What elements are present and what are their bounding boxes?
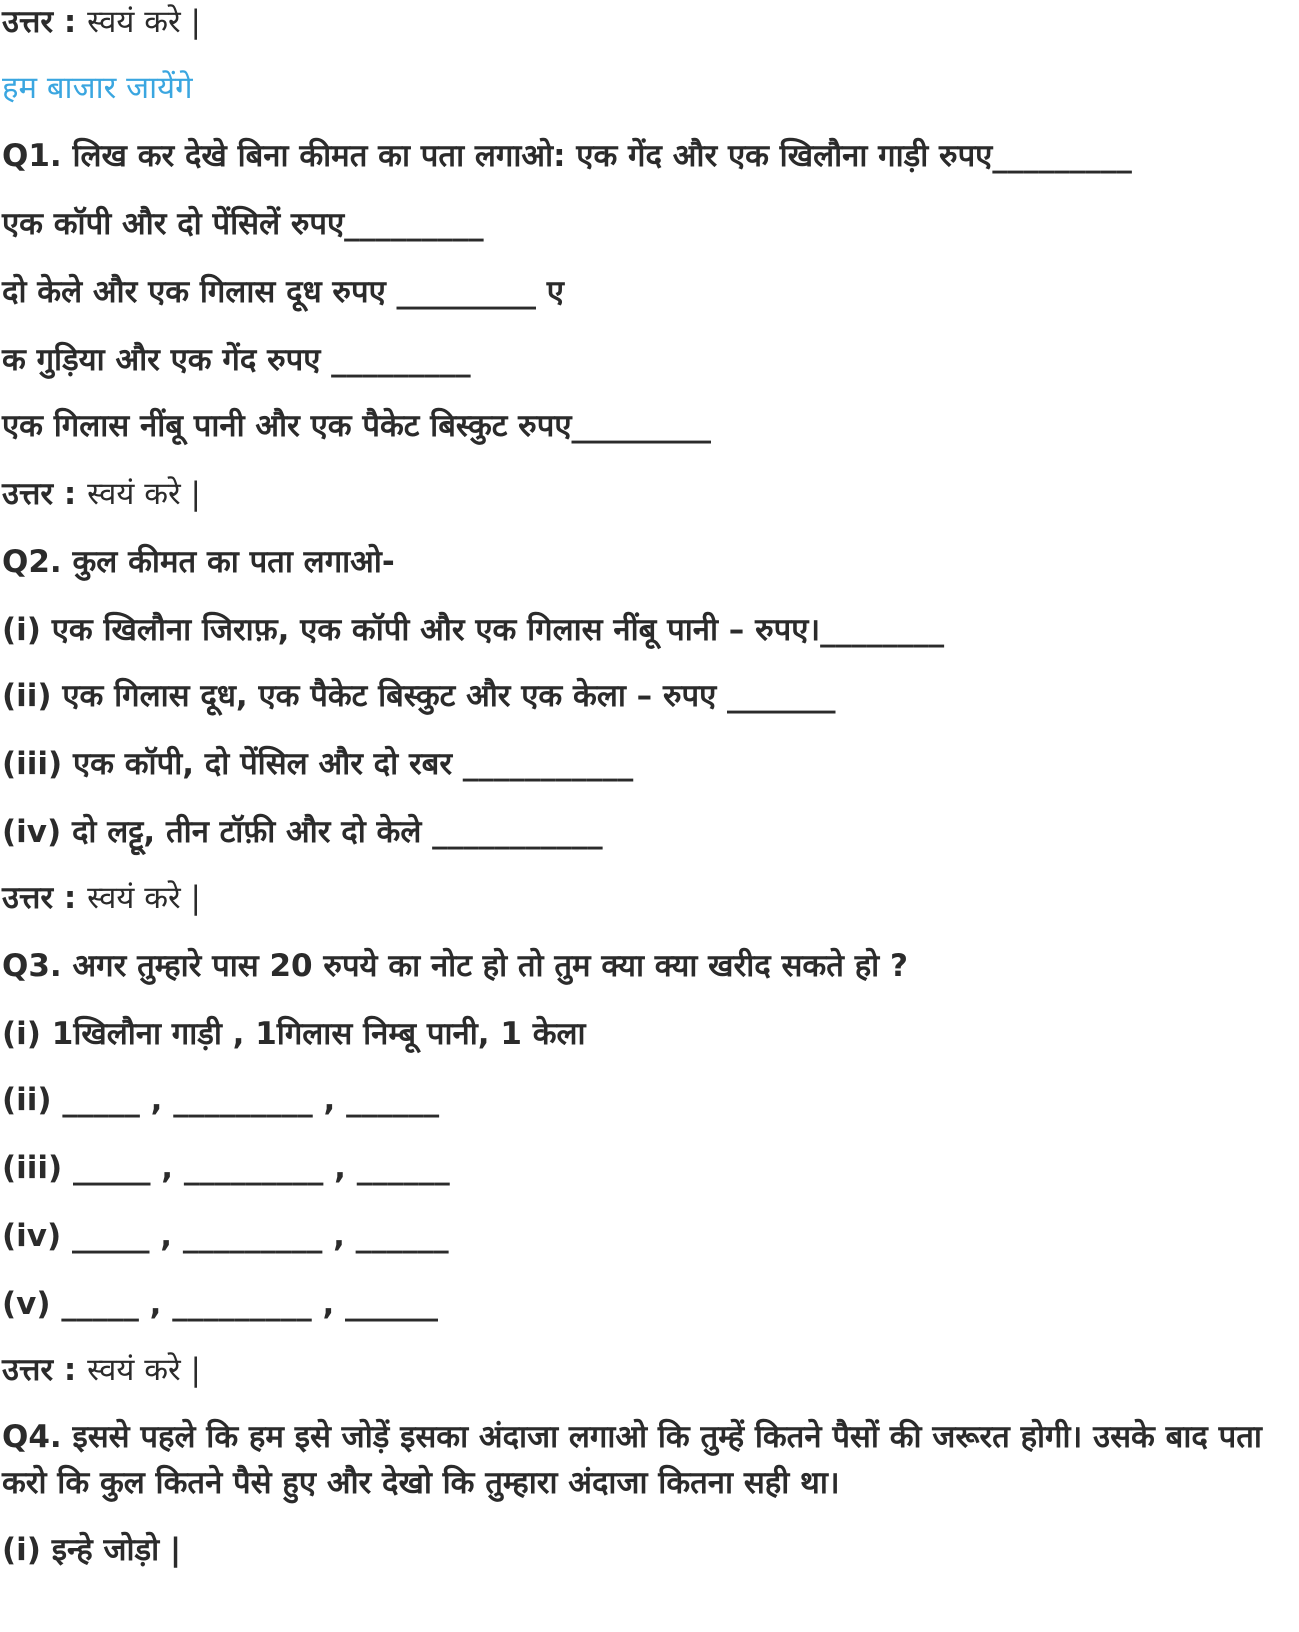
answer-line-2 [2,474,201,514]
answer-line-1 [2,2,201,42]
answer-text: स्वयं करे | [87,476,201,512]
q3-item-1: (i) 1खिलौना गाड़ी , 1गिलास निम्बू पानी, 1 केला [2,1016,586,1052]
q3-title: Q3. अगर तुम्हारे पास 20 रुपये का नोट हो तो तुम क्या क्या खरीद सकते हो ? [2,948,908,984]
q2-title: Q2. कुल कीमत का पता लगाओ- [2,544,395,580]
answer-label: उत्तर : [2,1352,77,1388]
answer-text: स्वयं करे | [87,4,201,40]
q2-item-2: (ii) एक गिलास दूध, एक पैकेट बिस्कुट और एक केला – रुपए _______ [2,678,836,714]
q1-title: Q1. लिख कर देखे बिना कीमत का पता लगाओ: एक गेंद और एक खिलौना गाड़ी रुपए_________ [2,138,1132,174]
answer-line-4 [2,1350,201,1390]
q1-line-1: एक कॉपी और दो पेंसिलें रुपए_________ [2,206,484,242]
q3-item-2: (ii) _____ , _________ , ______ [2,1082,440,1118]
answer-label: उत्तर : [2,880,77,916]
q3-item-5: (v) _____ , _________ , ______ [2,1286,439,1322]
answer-text: स्वयं करे | [87,1352,201,1388]
q3-item-4: (iv) _____ , _________ , ______ [2,1218,449,1254]
answer-label: उत्तर : [2,476,77,512]
answer-line-3 [2,878,201,918]
q1-line-4: एक गिलास नींबू पानी और एक पैकेट बिस्कुट रुपए_________ [2,408,711,444]
q4-title: Q4. इससे पहले कि हम इसे जोड़ें इसका अंदाजा लगाओ कि तुम्हें कितने पैसों की जरूरत होगी। उसके बाद पता करो कि कुल कितने पैसे हुए और देखो कि तुम्हारा अंदाजा कितना सही था। [2,1419,1262,1501]
q1-line-2: दो केले और एक गिलास दूध रुपए _________ ए [2,274,564,310]
answer-text: स्वयं करे | [87,880,201,916]
q2-item-1: (i) एक खिलौना जिराफ़, एक कॉपी और एक गिलास नींबू पानी – रुपए।________ [2,612,945,648]
q2-item-4: (iv) दो लट्टू, तीन टॉफ़ी और दो केले ___________ [2,814,603,850]
q4-item-1: (i) इन्हे जोड़ो | [2,1532,182,1568]
q1-line-3: क गुड़िया और एक गेंद रुपए _________ [2,342,471,378]
section-heading: हम बाजार जायेंगे [2,70,193,106]
q3-item-3: (iii) _____ , _________ , ______ [2,1150,450,1186]
q2-item-3: (iii) एक कॉपी, दो पेंसिल और दो रबर ___________ [2,746,634,782]
answer-label: उत्तर : [2,4,77,40]
